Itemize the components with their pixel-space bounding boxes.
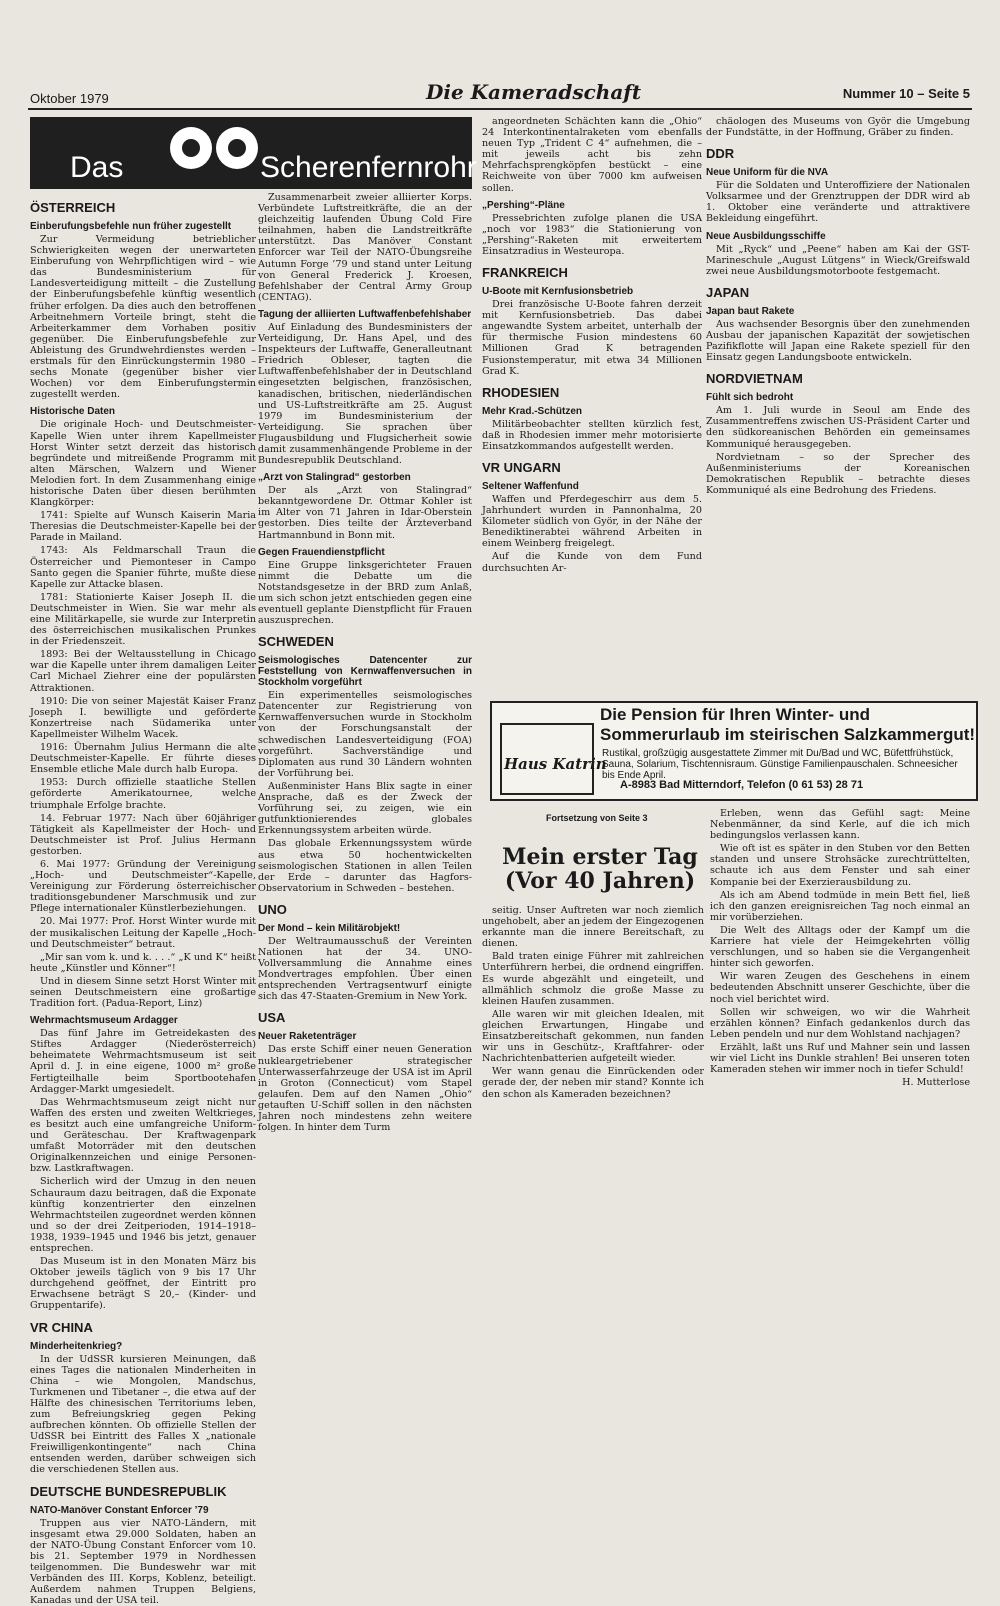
- section-heading: VR CHINA: [30, 1319, 93, 1335]
- paragraph: Pressebrichten zufolge planen die USA „noch vor 1983“ die Stationierung von „Pershing“-Raketen mit erweitertem Einsatzradius in Westeuropa.: [482, 212, 702, 257]
- section-heading: JAPAN: [706, 284, 750, 300]
- section-heading: DEUTSCHE BUNDESREPUBLIK: [30, 1483, 227, 1499]
- paragraph: Wer wann genau die Einrückenden oder gerade der, der neben mir stand? Konnte ich den schon als Kameraden bezeichnen?: [482, 1066, 704, 1100]
- paragraph: Truppen aus vier NATO-Ländern, mit insgesamt etwa 29.000 Soldaten, haben an der NATO-Übung Constant Enforcer vom 10. bis 21. September 1979 in Nordhessen teilgenommen. Die Bundeswehr war mit Verbänden des III. Korps, Koblenz, beteiligt. Außerdem nahmen Truppen Belgiens, Kanadas und der USA teil.: [30, 1517, 256, 1606]
- paragraph: In der UdSSR kursieren Meinungen, daß eines Tages die nationalen Minderheiten in China – wie Mongolen, Mandschus, Turkmenen und Tibetaner –, die etwa auf der Hälfte des chinesischen Territoriums leben, zum Befreiungskrieg gegen Peking aufbrechen könnten. Ob offizielle Stellen der UdSSR bei Eintritt des Falles X „nationale Freiwilligenkontingente“ nach China entsenden werden, darüber schweigen sich die verschiedenen Stellen aus.: [30, 1353, 256, 1476]
- article-headline: Japan baut Rakete: [706, 305, 795, 317]
- ad-address: A-8983 Bad Mitterndorf, Telefon (0 61 53) 28 71: [620, 779, 864, 791]
- section-heading: FRANKREICH: [482, 265, 568, 281]
- paragraph: Das erste Schiff einer neuen Generation nukleargetriebener strategischer Unterwasserfahrzeuge der USA ist im April in Groton (Connecticut) vom Stapel gelaufen. Dem auf den Namen „Ohio“ getauften U-Schiff sollen in den nächsten Jahren noch mindestens zehn weitere folgen. In hinter dem Turm: [258, 1044, 472, 1134]
- author: H. Mutterlose: [902, 1077, 970, 1089]
- section-heading: ÖSTERREICH: [30, 200, 116, 215]
- paragraph: Der als „Arzt von Stalingrad“ bekanntgewordene Dr. Ottmar Kohler ist im Alter von 71 Jahren in Idar-Oberstein gestorben. Dies teilte der Ärzteverband Hartmannbund in Bonn mit.: [258, 485, 472, 541]
- article-headline: Seismologisches Datencenter zur Feststellung von Kernwaffenversuchen in Stockholm vorgeführt: [258, 655, 472, 689]
- article-headline: Tagung der alliierten Luftwaffenbefehlshaber: [258, 308, 472, 320]
- paragraph: seitig. Unser Auftreten war noch ziemlich ungehobelt, aber an jedem der Eingezogenen erkannte man die innere Bereitschaft, zu dienen.: [482, 905, 704, 950]
- paragraph: „Mir san vom k. und k. . . .“ „K und K“ heißt heute „Künstler und Könner“!: [30, 951, 256, 974]
- ad-body: Rustikal, großzügig ausgestattete Zimmer mit Du/Bad und WC, Büfettfrühstück, Sauna, Solarium, Tischtennisraum. Günstige Familienpauschalen. Schneesicher bis Ende April.: [602, 748, 958, 781]
- article-headline: Wehrmachtsmuseum Ardagger: [30, 1015, 178, 1027]
- article-headline: Seltener Waffenfund: [482, 480, 579, 492]
- paragraph: Der Weltraumausschuß der Vereinten Nationen hat der 34. UNO-Vollversammlung die Annahme eines Mondvertrages empfohlen. Über einen entsprechenden Vertragsentwurf einigte sich das 47-Staaten-Gremium in New York.: [258, 935, 472, 1003]
- paragraph: Militärbeobachter stellten kürzlich fest, daß in Rhodesien immer mehr motorisierte Einsatzkommandos aufgestellt werden.: [482, 418, 702, 452]
- paragraph: Sicherlich wird der Umzug in den neuen Schauraum dazu beitragen, daß die Exponate künftig konzentrierter den einzelnen Wehrmachtsteilen zugeordnet werden können und so der drei Zeitperioden, 1914–1918–1938, 1939–1945 und 1946 bis jetzt, genauer entsprechen.: [30, 1176, 256, 1254]
- article-headline: Der Mond – kein Militärobjekt!: [258, 922, 401, 934]
- paragraph: Das globale Erkennungssystem würde aus etwa 50 hochentwickelten seismologischen Stationen in allen Teilen der Erde – darunter das Hagfors-Observatorium in Schweden – bestehen.: [258, 838, 472, 894]
- paragraph: Auf Einladung des Bundesministers der Verteidigung, Dr. Hans Apel, und des Inspekteurs der Luftwaffe, Generalleutnant Friedrich Obleser, tagten die Luftwaffenbefehlshaber der in Deutschland eingesetzten belgischen, französischen, kanadischen, britischen, niederländischen und US-Luftstreitkräfte am 25. August 1979 im Bundesministerium der Verteidigung. Sie sprachen über Flugausbildung und Flugsicherheit sowie damit zusammenhängende Probleme in der Bundesrepublik Deutschland.: [258, 321, 472, 467]
- article-headline: Einberufungsbefehle nun früher zugestellt: [30, 221, 232, 232]
- column-3: [482, 116, 702, 696]
- ad-headline: Die Pension für Ihren Winter- und Sommerurlaub im steirischen Salzkammergut!: [600, 705, 976, 744]
- story-column-2: [710, 808, 970, 1425]
- article-headline: Minderheitenkrieg?: [30, 1340, 123, 1352]
- paragraph: 1916: Übernahm Julius Hermann die alte Deutschmeister-Kapelle. Er führte dieses Ensemble etliche Male durch halb Europa.: [30, 742, 256, 776]
- story-column-1: [482, 905, 704, 1425]
- article-headline: Fühlt sich bedroht: [706, 392, 794, 404]
- article-headline: „Pershing“-Pläne: [482, 199, 565, 211]
- banner-right-word: Scherenfernrohr: [260, 151, 477, 184]
- paragraph: Die originale Hoch- und Deutschmeister-Kapelle Wien unter ihrem Kapellmeister Horst Winter setzt derzeit das historisch begründete und mitreißende Programm mit alten Märschen, Walzern und Wiener Melodien fort. In dem Zusammenhang einige historische Daten über diesen berühmten Klangkörper:: [30, 419, 256, 509]
- paragraph: 1743: Als Feldmarschall Traun die Österreicher und Piemonteser in Campo Santo gegen die Spanier führte, mußte diese Kapelle zur Attacke blasen.: [30, 545, 256, 590]
- paragraph: Erzählt, laßt uns Ruf und Mahner sein und lassen wir viel Licht ins Dunkle strahlen! Bei unseren toten Kameraden stehen wir immer noch in tiefer Schuld!: [710, 1041, 970, 1076]
- story-title: Mein erster Tag (Vor 40 Jahren): [502, 844, 698, 894]
- paragraph: 1741: Spielte auf Wunsch Kaiserin Maria Theresias die Deutschmeister-Kapelle bei der Parade in Mailand.: [30, 510, 256, 544]
- binocular-right-icon: [216, 127, 258, 169]
- paragraph: 1893: Bei der Weltausstellung in Chicago war die Kapelle unter ihrem damaligen Leiter Carl Michael Ziehrer eine der populärsten Attraktionen.: [30, 649, 256, 694]
- paragraph: Wie oft ist es später in den Stuben vor den Betten standen und unsere Strohsäcke zurechtrüttelten, schaute ich aus dem Fenster und sah einer Kompanie bei der Exerzierausbildung zu.: [710, 843, 970, 888]
- advertisement-haus-katrin: [490, 701, 978, 801]
- paragraph: Das fünf Jahre im Getreidekasten des Stiftes Ardagger (Niederösterreich) beheimatete Wehrmachtsmuseum ist seit April d. J. in eine eigene, 1000 m² große Fertigteilhalle beim Sportbootehafen Ardagger-Markt umgesiedelt.: [30, 1028, 256, 1095]
- article-headline: NATO-Manöver Constant Enforcer ’79: [30, 1504, 209, 1516]
- paragraph: Waffen und Pferdegeschirr aus dem 5. Jahrhundert wurden in Pannonhalma, 20 Kilometer südlich von Györ, in der Nähe der Benediktinerabtei während Arbeiten in einem Weinberg freigelegt.: [482, 493, 702, 550]
- article-headline: Neuer Raketenträger: [258, 1031, 357, 1043]
- article-headline: Gegen Frauendienstpflicht: [258, 546, 385, 558]
- issue-number: Nummer 10 – Seite 5: [842, 86, 970, 101]
- paragraph: 20. Mai 1977: Prof. Horst Winter wurde mit der musikalischen Leitung der Kapelle „Hoch- und Deutschmeister“ betraut.: [30, 916, 256, 950]
- paragraph: Zusammenarbeit zweier alliierter Korps. Verbündete Luftstreitkräfte, die an der gleichzeitig laufenden Übung Cold Fire teilnahmen, haben die Landstreitkräfte unterstützt. Das Manöver Constant Enforcer war Teil der NATO-Übungsreihe Autumn Forge ’79 und stand unter Leitung von General Frederick J. Kroesen, Befehlshaber der Central Army Group (CENTAG).: [258, 192, 472, 303]
- paragraph: Für die Soldaten und Unteroffiziere der Nationalen Volksarmee und der Grenztruppen der DDR wird ab 1. Oktober eine veränderte und attraktivere Bekleidung eingeführt.: [706, 180, 970, 225]
- issue-date: Oktober 1979: [30, 91, 109, 106]
- paragraph: Eine Gruppe linksgerichteter Frauen nimmt die Debatte um die Notstandsgesetze in der BRD zum Anlaß, um sich schon jetzt entschieden gegen eine eventuell geplante Dienstpflicht für Frauen auszusprechen.: [258, 559, 472, 627]
- paragraph: Sollen wir schweigen, wo wir die Wahrheit erzählen können? Einfach gedankenlos durch das Leben pendeln und nur dem Wohlstand nachjagen?: [710, 1006, 970, 1040]
- section-heading: SCHWEDEN: [258, 634, 334, 650]
- article-headline: Mehr Krad.-Schützen: [482, 405, 583, 417]
- paragraph: Die Welt des Alltags oder der Kampf um die Karriere hat viele der Heimgekehrten völlig verschlungen, und so haben sie die Vergangenheit hinter sich geworfen.: [710, 924, 970, 970]
- article-headline: Neue Ausbildungsschiffe: [706, 230, 826, 242]
- paragraph: Außenminister Hans Blix sagte in einer Ansprache, daß es der Zweck der Vorführung sei, zu zeigen, wie ein gutfunktionierendes globales Erkennungssystem arbeiten würde.: [258, 780, 472, 837]
- paragraph: angeordneten Schächten kann die „Ohio“ 24 Interkontinentalraketen vom ebenfalls neuen Typ „Trident C 4“ aufnehmen, die – mit jeweils acht bis zehn Mehrfachsprengköpfen bestückt – eine Reichweite von über 7000 km aufweisen sollen.: [482, 116, 702, 194]
- paragraph: 14. Februar 1977: Nach über 60jähriger Tätigkeit als Kapellmeister der Hoch- und Deutschmeister ist Prof. Julius Hermann gestorben.: [30, 812, 256, 857]
- paragraph: 1910: Die von seiner Majestät Kaiser Franz Joseph I. bewilligte und geförderte Konzertreise nach Südamerika unter Kapellmeister Wilhelm Wacek.: [30, 695, 256, 740]
- paragraph: Aus wachsender Besorgnis über den zunehmenden Ausbau der japanischen Kapazität der sowjetischen Pazifikflotte will Japan eine Rakete speziell für den Einsatz gegen Landungsboote entwickeln.: [706, 318, 970, 364]
- article-headline: Historische Daten: [30, 406, 116, 418]
- section-heading: USA: [258, 1010, 286, 1026]
- paragraph: Alle waren wir mit gleichen Idealen, mit gleichen Erwartungen, Hingabe und Einsatzbereitschaft gekommen, nun fanden wir uns in Geschütz-, Kraftfahrer- oder Nachrichtenbatterien aufgeteilt wieder.: [482, 1008, 704, 1065]
- section-heading: NORDVIETNAM: [706, 371, 803, 387]
- header-rule: [28, 108, 972, 110]
- paragraph: 1781: Stationierte Kaiser Joseph II. die Deutschmeister in Wien. Sie war mehr als eine Militärkapelle, sie wurde zur Interpretin des österreichischen musikalischen Prunkes in der Friedenszeit.: [30, 591, 256, 648]
- paragraph: Auf die Kunde von dem Fund durchsuchten Ar-: [482, 551, 702, 574]
- section-heading: UNO: [258, 901, 287, 917]
- column-1: [30, 192, 256, 1606]
- paragraph: Drei französische U-Boote fahren derzeit mit Kernfusionsbetrieb. Das dabei angewandte System arbeitet, unterhalb der für thermische Fusion mindestens 60 Millionen Grad K betragenden Fusionstemperatur, mit etwa 34 Millionen Grad K.: [482, 299, 702, 377]
- section-heading: VR UNGARN: [482, 459, 561, 475]
- article-headline: U-Boote mit Kernfusionsbetrieb: [482, 286, 634, 298]
- scherenfernrohr-banner: [30, 117, 477, 189]
- paragraph: Das Museum ist in den Monaten März bis Oktober jeweils täglich von 9 bis 17 Uhr durchgehend geöffnet, der Eintritt pro Erwachsene beträgt S 20,– (Kinder- und Gruppentarife).: [30, 1256, 256, 1312]
- logo-text: Haus Katrin: [504, 755, 607, 773]
- paragraph: Das Wehrmachtsmuseum zeigt nicht nur Waffen des ersten und zweiten Weltkrieges, es besitzt auch eine umfangreiche Uniform- und Geräteschau. Der Kraftwagenpark umfaßt Motorräder mit den deutschen Originalkennzeichen und einige Personen- bzw. Lastkraftwagen.: [30, 1096, 256, 1175]
- article-headline: „Arzt von Stalingrad“ gestorben: [258, 472, 411, 484]
- section-heading: RHODESIEN: [482, 384, 560, 400]
- paragraph: 1953: Durch offizielle staatliche Stellen geförderte Amerikatournee, welche triumphale Erfolge brachte.: [30, 777, 256, 811]
- article-headline: Neue Uniform für die NVA: [706, 167, 829, 179]
- masthead: Die Kameradschaft: [426, 80, 642, 104]
- paragraph: Ein experimentelles seismologisches Datencenter zur Registrierung von Kernwaffenversuchen wurde in Stockholm von der Forschungsanstalt der schwedischen Landesverteidigung (FOA) vorgeführt. Sachverständige und Diplomaten aus rund 30 Ländern wohnten der Vorführung bei.: [258, 690, 472, 779]
- banner-left-word: Das: [70, 151, 124, 184]
- paragraph: Wir waren Zeugen des Geschehens in einem bedeutenden Abschnitt unserer Geschichte, über die noch viel berichtet wird.: [710, 971, 970, 1005]
- paragraph: 6. Mai 1977: Gründung der Vereinigung „Hoch- und Deutschmeister“-Kapelle, Vereinigung zur Förderung österreichischer traditionsgebundener Marschmusik und zur Pflege internationaler Künstlerbeziehungen.: [30, 858, 256, 915]
- paragraph: Und in diesem Sinne setzt Horst Winter mit seinen Deutschmeistern eine großartige Tradition fort. (Padua-Report, Linz): [30, 975, 256, 1010]
- column-4: [706, 116, 970, 696]
- paragraph: Nordvietnam – so der Sprecher des Außenministeriums der Koreanischen Demokratischen Republik – betrachte dieses Kommuniqué als eine Bedrohung des Friedens.: [706, 451, 970, 496]
- paragraph: Mit „Ryck“ und „Peene“ haben am Kai der GST-Marineschule „August Lütgens“ in Wieck/Greifswald zwei neue Ausbildungsmotorboote festgemacht.: [706, 243, 970, 277]
- paragraph: Bald traten einige Führer mit zahlreichen Unterführern herbei, die ordnend eingriffen. Es wurde abgezählt und eingeteilt, und allmählich schmolz die große Masse zu kleinen Haufen zusammen.: [482, 951, 704, 1007]
- continued-from-note: Fortsetzung von Seite 3: [546, 813, 648, 823]
- paragraph: Als ich am Abend todmüde in mein Bett fiel, ließ ich den ganzen ereignisreichen Tag noch einmal an mir vorüberziehen.: [710, 889, 970, 923]
- section-heading: DDR: [706, 146, 735, 162]
- paragraph: chäologen des Museums von Györ die Umgebung der Fundstätte, in der Hoffnung, Gräber zu finden.: [706, 116, 970, 139]
- column-2: [258, 192, 472, 1422]
- binocular-left-icon: [170, 127, 212, 169]
- paragraph: Zur Vermeidung betrieblicher Schwierigkeiten wegen der unerwarteten Einberufung von Wehrpflichtigen wird – wie das Bundesministerium für Landesverteidigung mitteilt – die Zustellung der Einberufungsbefehle künftig wesentlich früher erfolgen. Da dies auch den betroffenen Arbeitnehmern Vorteile bringt, steht die Arbeiterkammer dem Vorhaben positiv gegenüber. Die Einberufungsbefehle zur Ableistung des Grundwehrdienstes werden – erstmals für den Einrückungstermin 1980 – sechs Monate (gegenüber bisher vier Wochen) vor dem Einberufungstermin zugestellt werden.: [30, 234, 256, 401]
- paragraph: Am 1. Juli wurde in Seoul am Ende des Zusammentreffens zwischen US-Präsident Carter und den südkoreanischen Behörden ein gemeinsames Kommuniqué herausgegeben.: [706, 405, 970, 450]
- paragraph: Erleben, wenn das Gefühl sagt: Meine Nebenmänner, da sind Kerle, auf die ich mich bedingungslos verlassen kann.: [710, 808, 970, 842]
